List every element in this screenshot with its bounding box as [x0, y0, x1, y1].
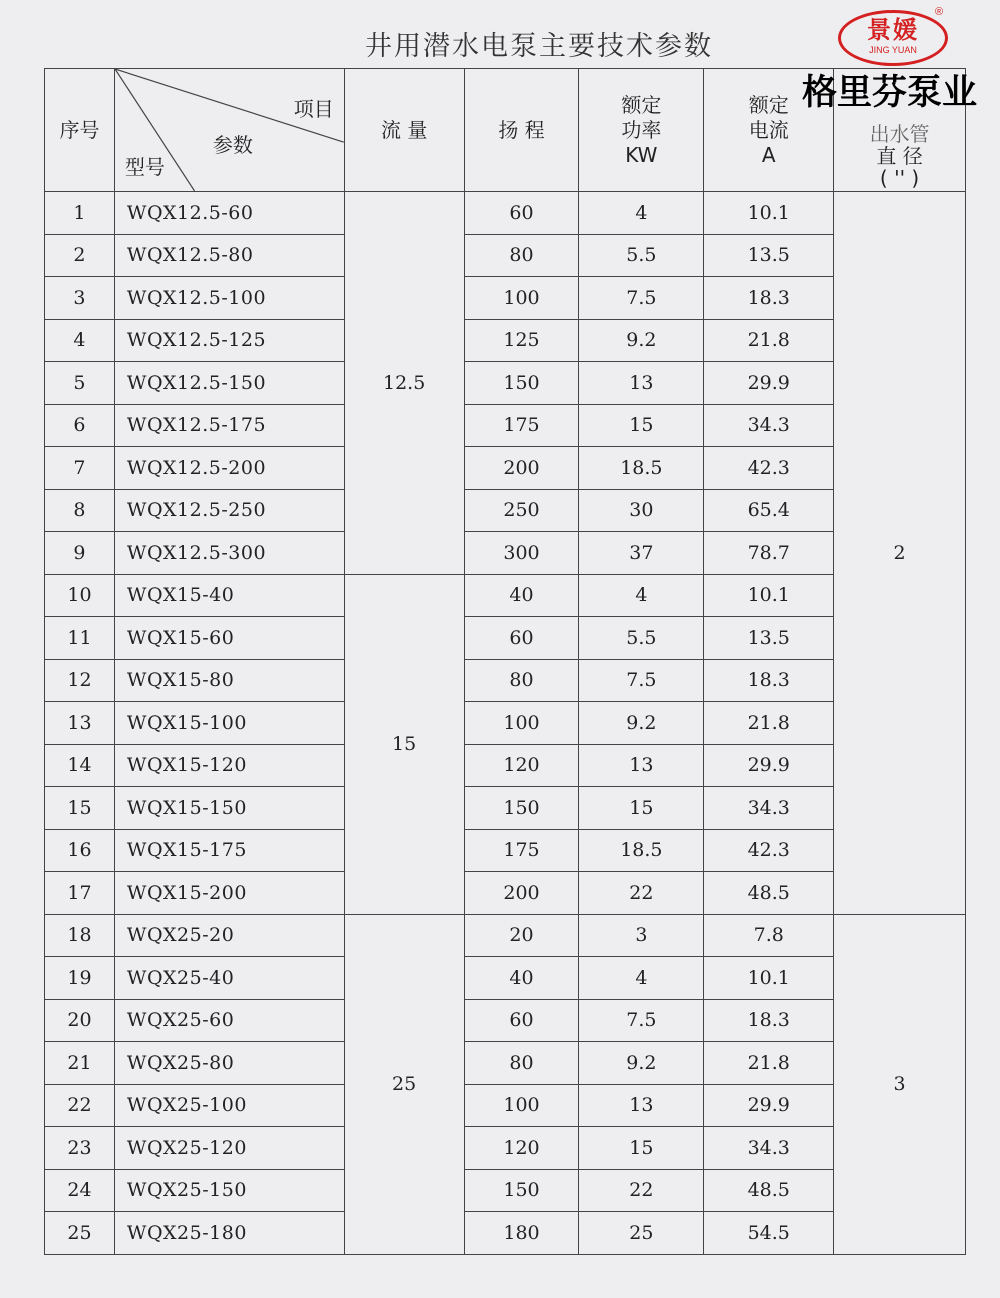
cell-current: 29.9: [704, 744, 834, 787]
cell-head: 175: [464, 404, 579, 447]
table-row: [45, 489, 966, 532]
header-index: 序号: [45, 69, 115, 192]
cell-current: 78.7: [704, 532, 834, 575]
table-row: [45, 277, 966, 320]
table-row: [45, 234, 966, 277]
cell-model: WQX15-40: [114, 574, 344, 617]
cell-head: 250: [464, 489, 579, 532]
cell-power: 9.2: [579, 1042, 704, 1085]
cell-model: WQX12.5-200: [114, 447, 344, 490]
cell-power: 4: [579, 192, 704, 235]
cell-power: 15: [579, 787, 704, 830]
cell-power: 7.5: [579, 277, 704, 320]
cell-power: 22: [579, 1169, 704, 1212]
cell-head: 300: [464, 532, 579, 575]
cell-model: WQX15-175: [114, 829, 344, 872]
cell-current: 21.8: [704, 1042, 834, 1085]
header-power-line1: 额定: [621, 92, 662, 117]
cell-model: WQX12.5-300: [114, 532, 344, 575]
header-item: 项目: [293, 97, 334, 121]
cell-model: WQX15-80: [114, 659, 344, 702]
cell-power: 15: [579, 1127, 704, 1170]
header-current-line2: 电流: [748, 117, 789, 142]
cell-head: 60: [464, 617, 579, 660]
cell-model: WQX12.5-175: [114, 404, 344, 447]
table-row: [45, 617, 966, 660]
cell-head: 40: [464, 957, 579, 1000]
cell-model: WQX25-80: [114, 1042, 344, 1085]
spec-table: [44, 68, 966, 1255]
cell-power: 13: [579, 362, 704, 405]
table-row: [45, 914, 966, 957]
header-diameter-line2: 直 径: [876, 144, 923, 168]
cell-power: 18.5: [579, 829, 704, 872]
table-row: [45, 1169, 966, 1212]
table-row: [45, 192, 966, 235]
cell-current: 10.1: [704, 957, 834, 1000]
cell-head: 150: [464, 787, 579, 830]
cell-model: WQX25-40: [114, 957, 344, 1000]
cell-index: 6: [45, 404, 115, 447]
cell-model: WQX25-100: [114, 1084, 344, 1127]
cell-power: 13: [579, 1084, 704, 1127]
cell-head: 40: [464, 574, 579, 617]
cell-model: WQX15-120: [114, 744, 344, 787]
cell-index: 9: [45, 532, 115, 575]
cell-power: 5.5: [579, 234, 704, 277]
cell-head: 125: [464, 319, 579, 362]
cell-head: 20: [464, 914, 579, 957]
header-current-unit: A: [761, 142, 776, 167]
cell-power: 4: [579, 957, 704, 1000]
cell-diameter: 2: [834, 192, 966, 915]
cell-current: 65.4: [704, 489, 834, 532]
header-flow: 流 量: [344, 69, 464, 192]
cell-current: 42.3: [704, 829, 834, 872]
cell-model: WQX25-60: [114, 999, 344, 1042]
cell-current: 48.5: [704, 872, 834, 915]
cell-head: 100: [464, 277, 579, 320]
cell-current: 21.8: [704, 319, 834, 362]
cell-index: 24: [45, 1169, 115, 1212]
cell-index: 11: [45, 617, 115, 660]
brand-logo: [838, 10, 948, 66]
cell-current: 48.5: [704, 1169, 834, 1212]
cell-index: 17: [45, 872, 115, 915]
cell-current: 42.3: [704, 447, 834, 490]
cell-index: 1: [45, 192, 115, 235]
table-row: [45, 744, 966, 787]
header-power: [579, 69, 704, 192]
cell-model: WQX12.5-125: [114, 319, 344, 362]
cell-index: 16: [45, 829, 115, 872]
table-row: [45, 1212, 966, 1255]
cell-head: 150: [464, 362, 579, 405]
cell-current: 10.1: [704, 192, 834, 235]
cell-head: 100: [464, 1084, 579, 1127]
cell-head: 80: [464, 234, 579, 277]
cell-power: 15: [579, 404, 704, 447]
cell-current: 13.5: [704, 617, 834, 660]
cell-power: 7.5: [579, 659, 704, 702]
table-row: [45, 787, 966, 830]
cell-power: 7.5: [579, 999, 704, 1042]
cell-head: 80: [464, 1042, 579, 1085]
page-title: 井用潜水电泵主要技术参数: [365, 31, 713, 62]
cell-power: 13: [579, 744, 704, 787]
cell-flow: 25: [344, 914, 464, 1254]
cell-head: 150: [464, 1169, 579, 1212]
cell-power: 37: [579, 532, 704, 575]
cell-index: 14: [45, 744, 115, 787]
header-power-line2: 功率: [621, 117, 662, 142]
cell-model: WQX25-120: [114, 1127, 344, 1170]
table-row: [45, 404, 966, 447]
table-row: [45, 574, 966, 617]
table-row: [45, 532, 966, 575]
cell-current: 34.3: [704, 787, 834, 830]
logo-en: JING YUAN: [869, 45, 917, 55]
cell-current: 21.8: [704, 702, 834, 745]
cell-index: 23: [45, 1127, 115, 1170]
cell-model: WQX25-180: [114, 1212, 344, 1255]
table-row: [45, 319, 966, 362]
cell-model: WQX12.5-250: [114, 489, 344, 532]
table-row: [45, 1127, 966, 1170]
table-row: [45, 829, 966, 872]
cell-model: WQX25-150: [114, 1169, 344, 1212]
cell-current: 34.3: [704, 1127, 834, 1170]
cell-current: 7.8: [704, 914, 834, 957]
cell-power: 30: [579, 489, 704, 532]
cell-power: 9.2: [579, 319, 704, 362]
cell-index: 21: [45, 1042, 115, 1085]
cell-power: 9.2: [579, 702, 704, 745]
cell-power: 5.5: [579, 617, 704, 660]
cell-current: 18.3: [704, 277, 834, 320]
cell-head: 120: [464, 744, 579, 787]
cell-current: 54.5: [704, 1212, 834, 1255]
cell-model: WQX15-200: [114, 872, 344, 915]
header-diameter-line1: 出水管: [869, 122, 930, 146]
cell-index: 5: [45, 362, 115, 405]
cell-index: 3: [45, 277, 115, 320]
registered-mark: ®: [935, 6, 944, 18]
cell-head: 60: [464, 999, 579, 1042]
cell-current: 18.3: [704, 999, 834, 1042]
cell-current: 10.1: [704, 574, 834, 617]
table-row: [45, 999, 966, 1042]
header-power-unit: KW: [625, 142, 658, 167]
cell-index: 25: [45, 1212, 115, 1255]
cell-model: WQX12.5-60: [114, 192, 344, 235]
cell-head: 120: [464, 1127, 579, 1170]
cell-head: 200: [464, 872, 579, 915]
cell-index: 20: [45, 999, 115, 1042]
table-row: [45, 957, 966, 1000]
header-current-line1: 额定: [748, 92, 789, 117]
table-row: [45, 362, 966, 405]
cell-model: WQX15-60: [114, 617, 344, 660]
brand-name: 格里芬泵业: [802, 73, 978, 113]
cell-index: 7: [45, 447, 115, 490]
cell-head: 180: [464, 1212, 579, 1255]
cell-diameter: 3: [834, 914, 966, 1254]
cell-power: 22: [579, 872, 704, 915]
cell-index: 12: [45, 659, 115, 702]
cell-current: 18.3: [704, 659, 834, 702]
cell-model: WQX12.5-80: [114, 234, 344, 277]
cell-power: 4: [579, 574, 704, 617]
cell-index: 15: [45, 787, 115, 830]
table-row: [45, 702, 966, 745]
cell-index: 18: [45, 914, 115, 957]
cell-power: 18.5: [579, 447, 704, 490]
cell-model: WQX12.5-150: [114, 362, 344, 405]
header-head: 扬 程: [464, 69, 579, 192]
cell-index: 2: [45, 234, 115, 277]
header-param: 参数: [212, 133, 253, 157]
cell-index: 4: [45, 319, 115, 362]
cell-model: WQX15-100: [114, 702, 344, 745]
cell-power: 25: [579, 1212, 704, 1255]
cell-index: 8: [45, 489, 115, 532]
cell-model: WQX12.5-100: [114, 277, 344, 320]
table-row: [45, 872, 966, 915]
cell-flow: 15: [344, 574, 464, 914]
table-row: [45, 1084, 966, 1127]
cell-current: 29.9: [704, 1084, 834, 1127]
cell-current: 29.9: [704, 362, 834, 405]
header-diameter-unit: ( '' ): [879, 166, 920, 190]
cell-head: 80: [464, 659, 579, 702]
cell-model: WQX25-20: [114, 914, 344, 957]
cell-head: 175: [464, 829, 579, 872]
cell-power: 3: [579, 914, 704, 957]
cell-current: 34.3: [704, 404, 834, 447]
cell-index: 19: [45, 957, 115, 1000]
cell-head: 200: [464, 447, 579, 490]
logo-cn: 景媛: [867, 15, 919, 44]
cell-index: 22: [45, 1084, 115, 1127]
table-row: [45, 659, 966, 702]
cell-head: 100: [464, 702, 579, 745]
table-row: [45, 447, 966, 490]
cell-current: 13.5: [704, 234, 834, 277]
cell-model: WQX15-150: [114, 787, 344, 830]
header-diagonal: [114, 69, 344, 192]
cell-index: 10: [45, 574, 115, 617]
cell-index: 13: [45, 702, 115, 745]
cell-flow: 12.5: [344, 192, 464, 575]
table-row: [45, 1042, 966, 1085]
cell-head: 60: [464, 192, 579, 235]
header-model: 型号: [124, 155, 165, 179]
